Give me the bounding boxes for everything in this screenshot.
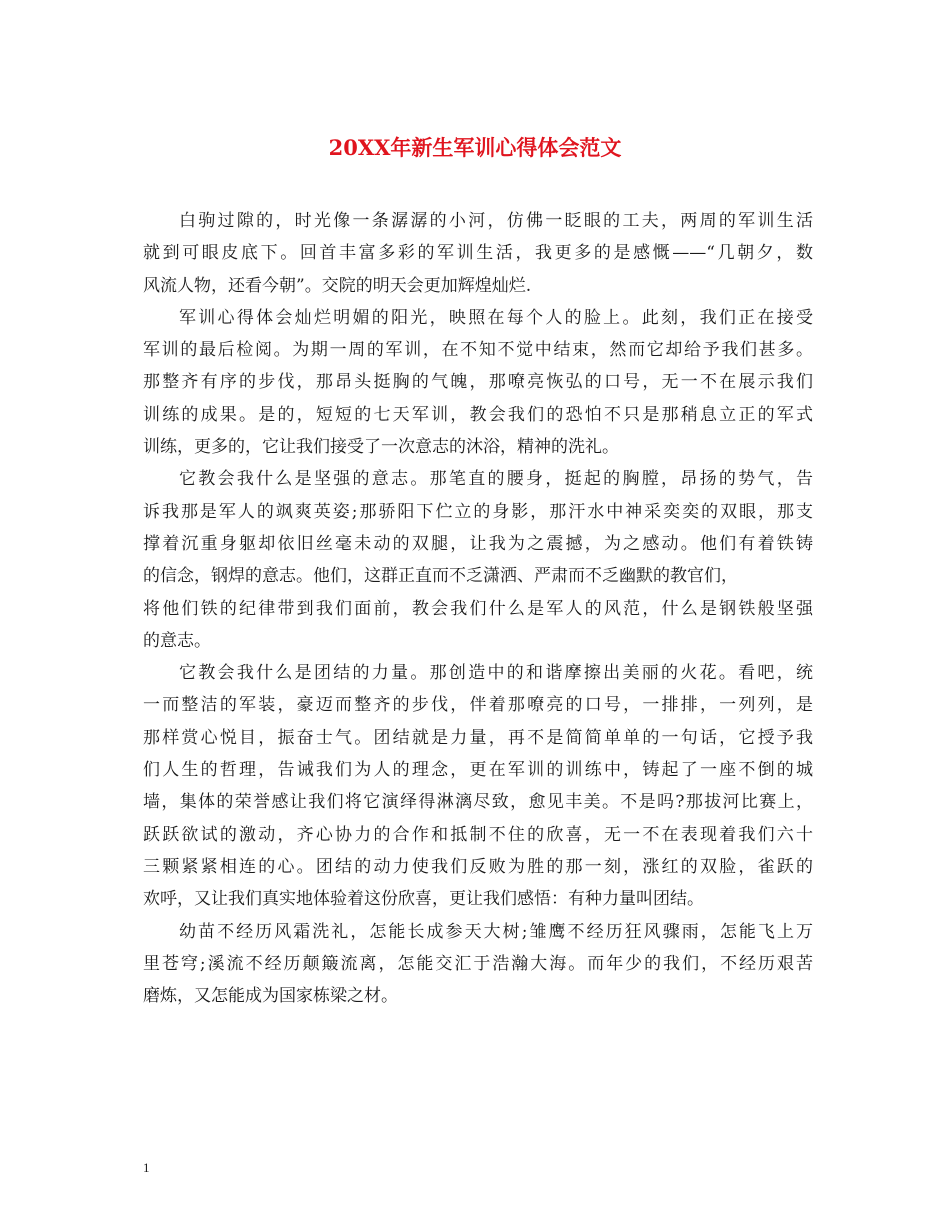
paragraph-line: 训练，更多的，它让我们接受了一次意志的沐浴，精神的洗礼。 [143, 437, 619, 458]
paragraph-line: 军训的最后检阅。为期一周的军训，在不知不觉中结束，然而它却给予我们甚多。 [143, 340, 813, 361]
paragraph-line: 的意志。 [143, 630, 211, 651]
paragraph-line: 磨炼，又怎能成为国家栋梁之材。 [143, 986, 398, 1007]
document-title: 20XX年新生军训心得体会范文 [328, 135, 622, 160]
paragraph-line: 里苍穹;溪流不经历颠簸流离，怎能交汇于浩瀚大海。而年少的我们，不经历艰苦 [143, 953, 813, 974]
paragraph-line: 诉我那是军人的飒爽英姿;那骄阳下伫立的身影，那汗水中神采奕奕的双眼，那支 [143, 501, 813, 522]
paragraph-line: 三颗紧紧相连的心。团结的动力使我们反败为胜的那一刻，涨红的双脸，雀跃的 [143, 856, 813, 877]
paragraph-line: 幼苗不经历风霜洗礼，怎能长成参天大树;雏鹰不经历狂风骤雨，怎能飞上万 [179, 921, 813, 942]
paragraph-line: 风流人物，还看今朝”。交院的明天会更加辉煌灿烂. [143, 275, 532, 296]
paragraph-line: 它教会我什么是坚强的意志。那笔直的腰身，挺起的胸膛，昂扬的势气，告 [179, 469, 813, 490]
paragraph-line: 墙，集体的荣誉感让我们将它演绎得淋漓尽致，愈见丰美。不是吗?那拔河比赛上， [143, 792, 813, 813]
document-body [143, 205, 813, 1012]
paragraph-line: 跃跃欲试的激动，齐心协力的合作和抵制不住的欣喜，无一不在表现着我们六十 [143, 824, 813, 845]
paragraph-line: 撑着沉重身躯却依旧丝毫未动的双腿，让我为之震撼，为之感动。他们有着铁铸 [143, 533, 813, 554]
paragraph-line: 的信念，钢焊的意志。他们，这群正直而不乏潇洒、严肃而不乏幽默的教官们， [143, 566, 738, 587]
paragraph-line: 军训心得体会灿烂明媚的阳光，映照在每个人的脸上。此刻，我们正在接受 [179, 307, 813, 328]
paragraph-line: 们人生的哲理，告诫我们为人的理念，更在军训的训练中，铸起了一座不倒的城 [143, 760, 813, 781]
paragraph-line: 一而整洁的军装，豪迈而整齐的步伐，伴着那嘹亮的口号，一排排，一列列，是 [143, 695, 813, 716]
paragraph-line: 它教会我什么是团结的力量。那创造中的和谐摩擦出美丽的火花。看吧，统 [179, 663, 813, 684]
paragraph-line: 白驹过隙的，时光像一条潺潺的小河，仿佛一眨眼的工夫，两周的军训生活 [179, 211, 813, 231]
paragraph-line: 那整齐有序的步伐，那昂头挺胸的气魄，那嘹亮恢弘的口号，无一不在展示我们 [143, 372, 813, 393]
paragraph-line: 那样赏心悦目，振奋士气。团结就是力量，再不是简简单单的一句话，它授予我 [143, 727, 813, 748]
paragraph-line: 训练的成果。是的，短短的七天军训，教会我们的恐怕不只是那稍息立正的军式 [143, 404, 813, 425]
paragraph-line: 欢呼，又让我们真实地体验着这份欣喜，更让我们感悟：有种力量叫团结。 [143, 889, 704, 910]
page-number: 1 [143, 1160, 150, 1175]
paragraph-line: 就到可眼皮底下。回首丰富多彩的军训生活，我更多的是感慨——“几朝夕，数 [143, 243, 813, 264]
paragraph-line: 将他们铁的纪律带到我们面前，教会我们什么是军人的风范，什么是钢铁般坚强 [143, 598, 813, 619]
